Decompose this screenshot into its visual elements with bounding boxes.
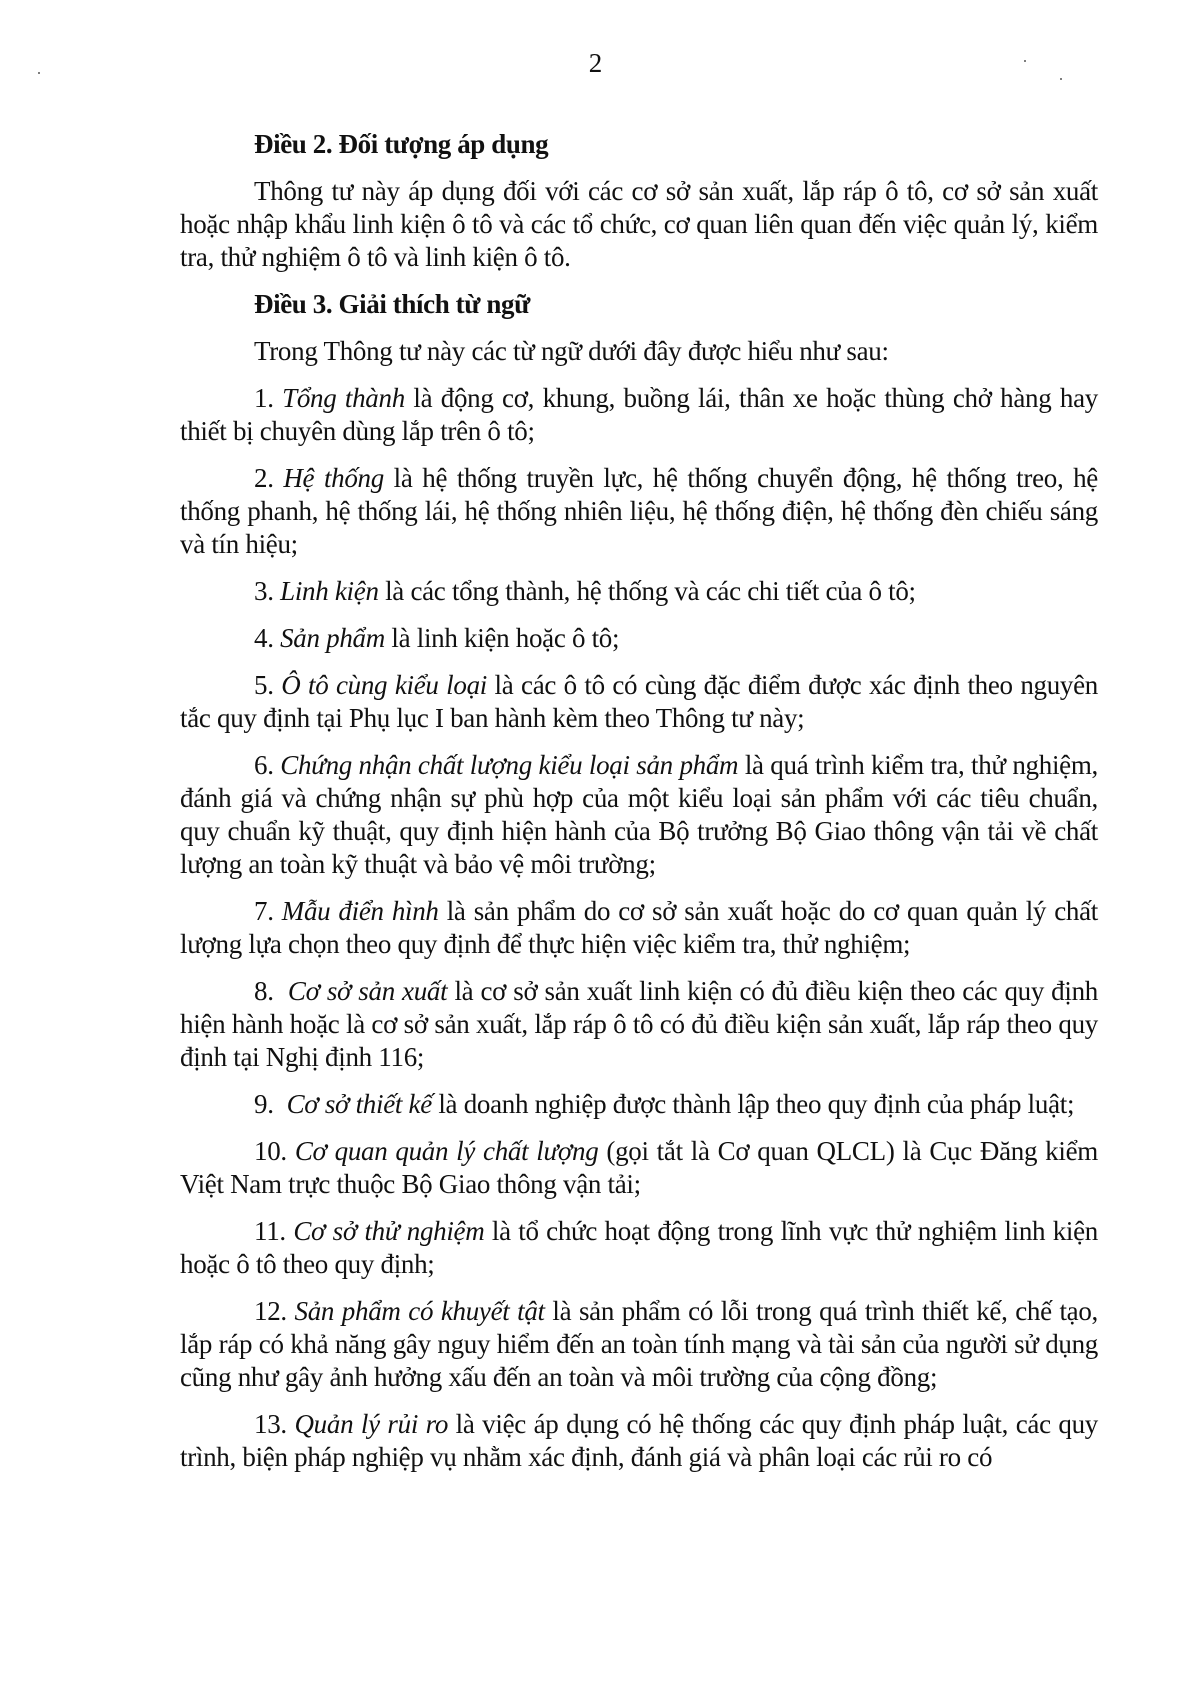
- scan-speck: [38, 72, 40, 74]
- definition-item: [180, 1088, 1098, 1121]
- definition-term: Quản lý rủi ro: [294, 1409, 449, 1439]
- definition-text: là tổ chức hoạt động trong lĩnh vực thử nghiệm linh kiện hoặc ô tô theo quy định;: [180, 1216, 1098, 1279]
- definition-term: Cơ sở sản xuất: [287, 976, 448, 1006]
- definition-term: Mẫu điển hình: [281, 896, 439, 926]
- article-2-heading: Điều 2. Đối tượng áp dụng: [254, 129, 549, 159]
- definition-item: [180, 462, 1098, 561]
- definition-item: [180, 669, 1098, 735]
- definition-term: Tổng thành: [282, 383, 405, 413]
- definition-number: 1.: [254, 383, 283, 413]
- definition-text: là sản phẩm do cơ sở sản xuất hoặc do cơ quan quản lý chất lượng lựa chọn theo quy định để thực hiện việc kiểm tra, thử nghiệm;: [180, 896, 1098, 959]
- definition-text: là các tổng thành, hệ thống và các chi tiết của ô tô;: [378, 576, 916, 606]
- definition-item: [180, 749, 1098, 881]
- definition-number: 10.: [254, 1136, 295, 1166]
- scan-speck: [1060, 78, 1062, 80]
- definition-text: là hệ thống truyền lực, hệ thống chuyển động, hệ thống treo, hệ thống phanh, hệ thống lái, hệ thống nhiên liệu, hệ thống điện, hệ thống đèn chiếu sáng và tín hiệu;: [180, 463, 1098, 559]
- page-number: 2: [588, 48, 603, 78]
- definition-text: là việc áp dụng có hệ thống các quy định pháp luật, các quy trình, biện pháp nghiệp vụ nhằm xác định, đánh giá và phân loại các rủi ro có: [180, 1409, 1098, 1472]
- definition-text: là linh kiện hoặc ô tô;: [384, 623, 620, 653]
- definition-item: [180, 622, 1098, 655]
- article-2-body: Thông tư này áp dụng đối với các cơ sở sản xuất, lắp ráp ô tô, cơ sở sản xuất hoặc nhập khẩu linh kiện ô tô và các tổ chức, cơ quan liên quan đến việc quản lý, kiểm tra, thử nghiệm ô tô và linh kiện ô tô.: [180, 176, 1098, 272]
- definition-term: Chứng nhận chất lượng kiểu loại sản phẩm: [280, 750, 739, 780]
- definition-text: là sản phẩm có lỗi trong quá trình thiết kế, chế tạo, lắp ráp có khả năng gây nguy hiểm đến an toàn tính mạng và tài sản của người sử dụng cũng như gây ảnh hưởng xấu đến an toàn và môi trường của cộng đồng;: [180, 1296, 1098, 1392]
- definition-number: 13.: [254, 1409, 295, 1439]
- definition-number: 5.: [254, 670, 282, 700]
- definition-number: 9.: [254, 1089, 287, 1119]
- definition-term: Sản phẩm: [280, 623, 385, 653]
- definition-term: Sản phẩm có khuyết tật: [294, 1296, 545, 1326]
- article-3-heading: Điều 3. Giải thích từ ngữ: [254, 289, 530, 319]
- definition-term: Cơ sở thiết kế: [286, 1089, 432, 1119]
- definition-number: 3.: [254, 576, 281, 606]
- definition-text: (gọi tắt là Cơ quan QLCL) là Cục Đăng kiểm Việt Nam trực thuộc Bộ Giao thông vận tải;: [180, 1136, 1098, 1199]
- definition-term: Ô tô cùng kiểu loại: [281, 670, 487, 700]
- definition-text: là các ô tô có cùng đặc điểm được xác định theo nguyên tắc quy định tại Phụ lục I ban hành kèm theo Thông tư này;: [180, 670, 1098, 733]
- definition-number: 2.: [254, 463, 284, 493]
- definition-number: 7.: [254, 896, 282, 926]
- definition-item: [180, 382, 1098, 448]
- definition-number: 11.: [254, 1216, 294, 1246]
- definition-term: Cơ quan quản lý chất lượng: [294, 1136, 599, 1166]
- definition-number: 6.: [254, 750, 281, 780]
- definition-number: 12.: [254, 1296, 295, 1326]
- definition-text: là cơ sở sản xuất linh kiện có đủ điều kiện theo các quy định hiện hành hoặc là cơ sở sản xuất, lắp ráp ô tô có đủ điều kiện sản xuất, lắp ráp theo quy định tại Nghị định 116;: [180, 976, 1098, 1072]
- definition-term: Linh kiện: [280, 576, 379, 606]
- definition-item: [180, 1408, 1098, 1474]
- definition-text: là quá trình kiểm tra, thử nghiệm, đánh giá và chứng nhận sự phù hợp của một kiểu loại sản phẩm với các tiêu chuẩn, quy chuẩn kỹ thuật, quy định hiện hành của Bộ trưởng Bộ Giao thông vận tải về chất lượng an toàn kỹ thuật và bảo vệ môi trường;: [180, 750, 1098, 879]
- definition-item: [180, 895, 1098, 961]
- definition-text: là động cơ, khung, buồng lái, thân xe hoặc thùng chở hàng hay thiết bị chuyên dùng lắp trên ô tô;: [180, 383, 1098, 446]
- document-body: [180, 128, 1098, 1488]
- definition-number: 8.: [254, 976, 288, 1006]
- scan-speck: [1024, 60, 1026, 62]
- definition-number: 4.: [254, 623, 281, 653]
- definition-item: [180, 975, 1098, 1074]
- definitions-list: [180, 382, 1098, 1474]
- definition-item: [180, 1295, 1098, 1394]
- article-3-intro: Trong Thông tư này các từ ngữ dưới đây được hiểu như sau:: [254, 336, 889, 366]
- definition-item: [180, 1135, 1098, 1201]
- definition-text: là doanh nghiệp được thành lập theo quy định của pháp luật;: [431, 1089, 1075, 1119]
- definition-item: [180, 575, 1098, 608]
- definition-term: Cơ sở thử nghiệm: [293, 1216, 485, 1246]
- definition-item: [180, 1215, 1098, 1281]
- definition-term: Hệ thống: [283, 463, 384, 493]
